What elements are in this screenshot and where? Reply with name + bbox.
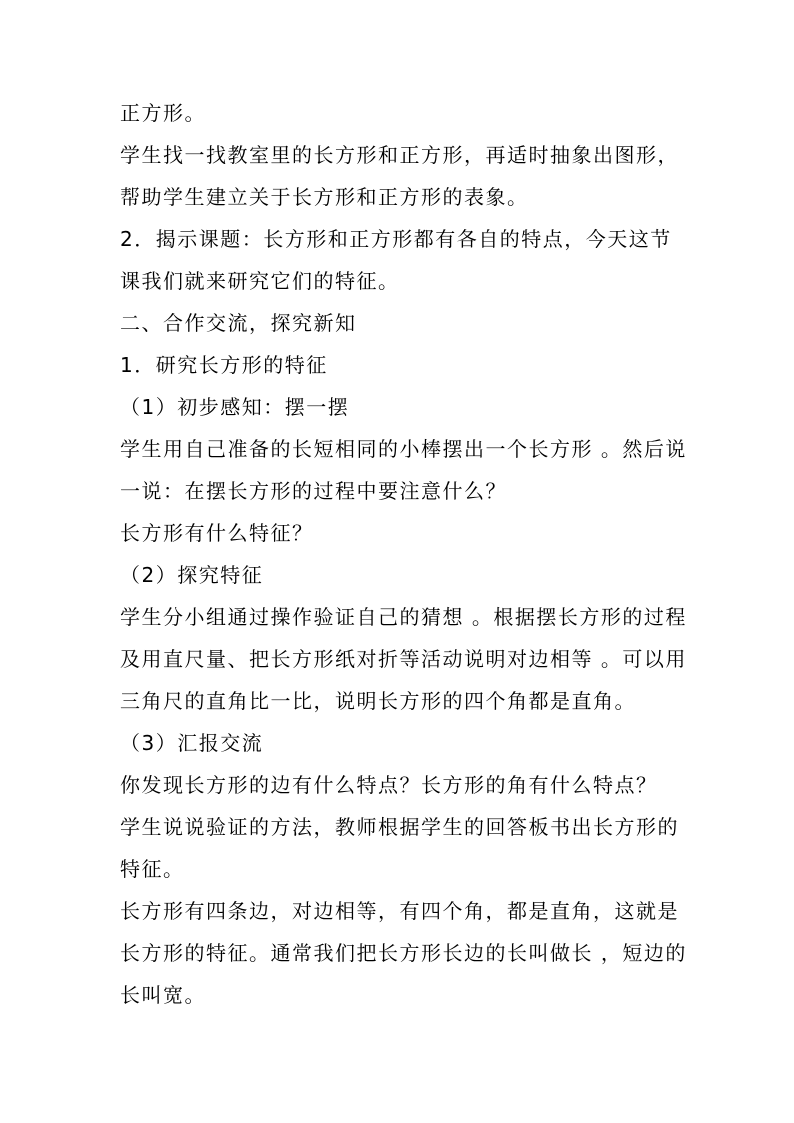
text-line: 一说：在摆长方形的过程中要注意什么？ [120, 479, 507, 503]
text-line: 及用直尺量、把长方形纸对折等活动说明对边相等 。可以用 [120, 647, 687, 671]
text-line: 学生说说验证的方法，教师根据学生的回答板书出长方形的 [120, 815, 679, 839]
step-heading: （3）汇报交流 [120, 731, 264, 755]
text-line: 正方形。 [120, 101, 206, 125]
text-line: 长方形有四条边，对边相等，有四个角，都是直角，这就是 [120, 899, 679, 923]
text-line: 长方形有什么特征？ [120, 521, 314, 545]
step-heading: （2）探究特征 [120, 563, 264, 587]
text-line: 学生用自己准备的长短相同的小棒摆出一个长方形 。然后说 [120, 437, 687, 461]
text-line: 帮助学生建立关于长方形和正方形的表象。 [120, 185, 529, 209]
text-line: 特征。 [120, 857, 185, 881]
subsection-heading: 1．研究长方形的特征 [120, 353, 328, 377]
text-line: 你发现长方形的边有什么特点？长方形的角有什么特点？ [120, 773, 658, 797]
text-line: 长方形的特征。通常我们把长方形长边的长叫做长 ，短边的 [120, 941, 687, 965]
step-heading: （1）初步感知：摆一摆 [120, 395, 350, 419]
text-line: 学生找一找教室里的长方形和正方形，再适时抽象出图形， [120, 143, 679, 167]
text-line: 2．揭示课题：长方形和正方形都有各自的特点，今天这节 [120, 227, 672, 251]
section-heading: 二、合作交流，探究新知 [120, 311, 357, 335]
text-line: 三角尺的直角比一比，说明长方形的四个角都是直角。 [120, 689, 636, 713]
text-line: 课我们就来研究它们的特征。 [120, 269, 400, 293]
text-line: 长叫宽。 [120, 983, 206, 1007]
document-body [120, 92, 687, 1016]
text-line: 学生分小组通过操作验证自己的猜想 。根据摆长方形的过程 [120, 605, 687, 629]
